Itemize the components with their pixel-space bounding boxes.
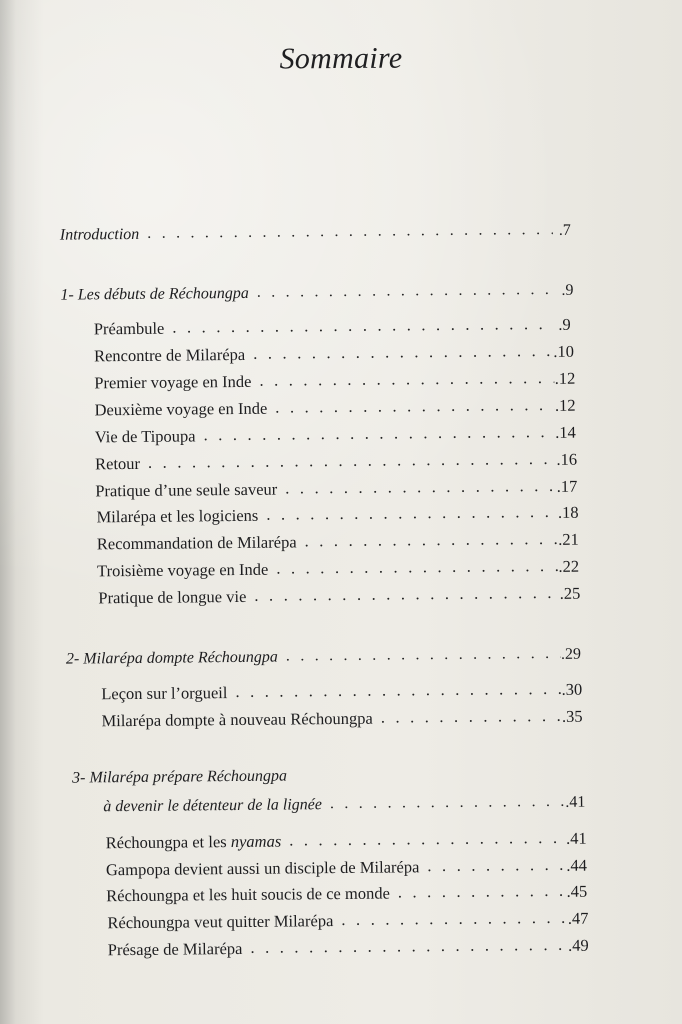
dot-leader (427, 855, 566, 876)
toc-item-page: .45 (566, 881, 588, 901)
toc-item-label-italic: nyamas (230, 831, 282, 852)
toc-item-section-3-quitter (107, 909, 588, 934)
toc-item-page: .10 (553, 341, 575, 361)
toc-item-section-2-orgueil (101, 680, 582, 705)
dot-leader (257, 280, 556, 303)
toc-item-section-3-huit-soucis (106, 882, 587, 907)
toc-section-1-page: .9 (561, 281, 574, 299)
toc-item-label: Leçon sur l’orgueil (101, 683, 228, 704)
toc-item-label: Deuxième voyage en Inde (94, 398, 268, 420)
toc-item-section-1-seule-saveur (95, 477, 577, 502)
toc-item-page: .17 (556, 476, 578, 496)
toc-item-page: .22 (558, 556, 580, 576)
toc-item-label: Retour (94, 453, 141, 474)
dot-leader (148, 449, 557, 473)
toc-section-3-label-line-1: 3- Milarépa prépare Réchoungpa (71, 767, 288, 787)
dot-leader (275, 395, 555, 418)
toc-item-section-1-logiciens (96, 503, 578, 528)
dot-leader (341, 908, 568, 930)
toc-item-page: .14 (555, 422, 576, 442)
toc-item-label: Réchoungpa et les huit soucis de ce monde (106, 883, 390, 906)
toc-item-section-3-gampopa (106, 856, 587, 881)
toc-section-3-label-line-2: à devenir le détenteur de la lignée (103, 796, 323, 816)
dot-leader (398, 881, 567, 903)
toc-item-page: .35 (561, 706, 583, 726)
toc-section-3-page: .41 (565, 793, 586, 811)
dot-leader (259, 368, 554, 391)
toc-item-label: Pratique d’une seule saveur (95, 479, 278, 501)
toc-item-page: .18 (557, 502, 579, 522)
toc-item-page: .16 (556, 449, 578, 469)
toc-item-label: Préambule (93, 318, 165, 339)
toc-item-section-1-rencontre (94, 342, 574, 367)
dot-leader (253, 341, 553, 364)
toc-item-label: Troisième voyage en Inde (97, 559, 269, 581)
toc-item-section-3-nyamas (106, 829, 587, 854)
dot-leader (235, 679, 561, 702)
toc-item-label: Présage de Milarépa (107, 938, 243, 960)
toc-item-section-2-dompte-nouveau (101, 707, 582, 732)
toc-item-label: Milarépa dompte à nouveau Réchoungpa (101, 708, 373, 731)
toc-item-label: Pratique de longue vie (98, 586, 247, 608)
toc-entry-section-3 (103, 793, 585, 818)
toc-item-page: .12 (554, 395, 576, 415)
dot-leader (286, 644, 561, 667)
toc-item-section-1-preambule (94, 315, 571, 340)
toc-item-page: .49 (567, 935, 589, 955)
toc-section-2-page: .29 (560, 645, 581, 663)
dot-leader (203, 422, 555, 445)
toc-introduction-label: Introduction (59, 225, 140, 244)
toc-item-section-1-premier-voyage (94, 369, 575, 394)
toc-item-section-1-deuxieme-voyage (94, 396, 575, 421)
toc-introduction-page: .7 (558, 221, 571, 239)
toc-item-label: Gampopa devient aussi un disciple de Milarépa (105, 857, 420, 880)
toc-item-section-1-troisieme-voyage (97, 557, 579, 582)
dot-leader (381, 706, 562, 728)
toc-item-page: .21 (558, 529, 579, 549)
dot-leader (266, 502, 558, 525)
toc-item-label: Premier voyage en Inde (94, 371, 252, 393)
toc-item-page: .47 (567, 908, 589, 928)
toc-item-label-prefix: Réchoungpa et les (105, 832, 231, 853)
page-title: Sommaire (279, 41, 403, 76)
toc-item-section-1-tipoupa (95, 423, 576, 448)
toc-item-label: Réchoungpa veut quitter Milarépa (107, 911, 334, 933)
toc-item-label: Milarépa et les logiciens (96, 505, 259, 527)
toc-entry-section-2 (66, 645, 581, 670)
toc-item-section-1-recommandation (97, 530, 579, 555)
toc-section-1-label: 1- Les débuts de Réchoungpa (60, 284, 249, 304)
dot-leader (285, 476, 557, 499)
toc-item-label: Vie de Tipoupa (94, 426, 196, 447)
toc-entry-section-1 (60, 281, 573, 306)
dot-leader (304, 529, 558, 551)
toc-item-page: .30 (561, 679, 583, 699)
toc-section-2-label: 2- Milarépa dompte Réchoungpa (65, 648, 278, 668)
toc-item-label: Rencontre de Milarépa (93, 344, 246, 366)
dot-leader (172, 314, 553, 338)
toc-item-page: .25 (559, 583, 581, 603)
dot-leader (147, 220, 553, 244)
toc-item-section-1-retour (95, 450, 577, 475)
toc-item-page: .41 (565, 828, 587, 848)
toc-item-page: .44 (566, 855, 588, 875)
toc-item-label: Recommandation de Milarépa (96, 532, 297, 554)
toc-item-page: .12 (554, 368, 576, 388)
dot-leader (330, 792, 566, 814)
toc-item-label (106, 832, 290, 854)
toc-item-page: .9 (558, 314, 571, 334)
dot-leader (289, 828, 566, 851)
dot-leader (254, 583, 560, 606)
dot-leader (276, 556, 558, 579)
toc-item-section-3-presage (108, 936, 589, 961)
toc-entry-introduction (60, 221, 571, 246)
dot-leader (250, 935, 568, 958)
toc-item-section-1-longue-vie (98, 584, 580, 609)
